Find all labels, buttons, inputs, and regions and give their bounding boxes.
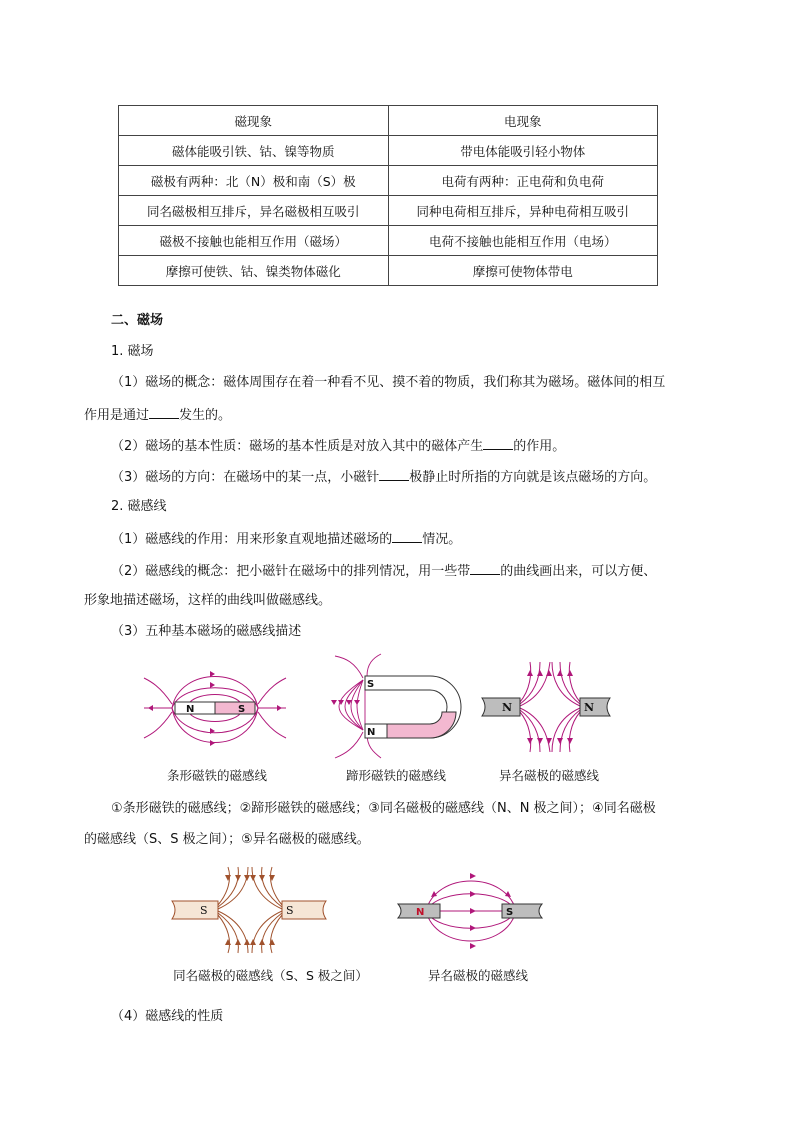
subheading: 2. 磁感线 [111, 499, 167, 514]
pole-label-s: S [367, 679, 375, 690]
opposite-poles-figure [396, 866, 546, 952]
table-row [119, 166, 658, 196]
pole-label-s: S [286, 904, 294, 917]
pole-label-s: S [238, 704, 246, 715]
pole-label-n: N [584, 701, 595, 714]
table-cell: 磁体能吸引铁、钴、镍等物质 [119, 136, 389, 166]
fill-blank [392, 529, 422, 543]
paragraph [84, 405, 231, 425]
text: 的曲线画出来，可以方便、 [500, 564, 657, 579]
table-cell: 磁极有两种：北（N）极和南（S）极 [119, 166, 389, 196]
fill-blank [483, 436, 513, 450]
bar-magnet-figure [140, 656, 290, 764]
paragraph [111, 467, 656, 487]
table-header: 磁现象 [119, 106, 389, 136]
table-header: 电现象 [388, 106, 658, 136]
comparison-table [118, 105, 658, 286]
figure-caption: 蹄形磁铁的磁感线 [345, 768, 446, 783]
pole-label-n: N [416, 907, 425, 918]
text: （2）磁感线的概念：把小磁针在磁场中的排列情况，用一些带 [111, 564, 471, 579]
figure-caption: 同名磁极的磁感线（S、S 极之间） [173, 968, 368, 983]
text: （1）磁感线的作用：用来形象直观地描述磁场的 [111, 532, 393, 547]
paragraph: 形象地描述磁场，这样的曲线叫做磁感线。 [84, 593, 332, 608]
fill-blank [470, 561, 500, 575]
text: （2）磁场的基本性质：磁场的基本性质是对放入其中的磁体产生 [111, 439, 484, 454]
figure-caption: 条形磁铁的磁感线 [166, 768, 267, 783]
pole-label-n: N [367, 727, 376, 738]
table-cell: 同种电荷相互排斥，异种电荷相互吸引 [388, 196, 658, 226]
paragraph: ①条形磁铁的磁感线；②蹄形磁铁的磁感线；③同名磁极的磁感线（N、N 极之间）；④同名磁极 [111, 801, 656, 816]
text: （3）磁场的方向：在磁场中的某一点，小磁针 [111, 470, 380, 485]
paragraph: （3）五种基本磁场的磁感线描述 [111, 624, 302, 639]
table-cell: 摩擦可使铁、钴、镍类物体磁化 [119, 256, 389, 286]
text: 作用是通过 [84, 408, 150, 423]
table-cell: 摩擦可使物体带电 [388, 256, 658, 286]
table-cell: 带电体能吸引轻小物体 [388, 136, 658, 166]
table-row [119, 226, 658, 256]
table-row [119, 136, 658, 166]
pole-label-s: S [506, 907, 514, 918]
paragraph [111, 436, 565, 456]
same-poles-nn-figure [480, 660, 612, 754]
table-cell: 电荷有两种：正电荷和负电荷 [388, 166, 658, 196]
table-cell: 同名磁极相互排斥，异名磁极相互吸引 [119, 196, 389, 226]
fill-blank [149, 405, 179, 419]
section-title: 二、磁场 [111, 313, 164, 328]
table-header-row [119, 106, 658, 136]
horseshoe-magnet-figure [325, 652, 460, 764]
pole-label-s: S [200, 904, 208, 917]
table-row [119, 196, 658, 226]
figure-caption: 异名磁极的磁感线 [427, 968, 528, 983]
pole-label-n: N [502, 701, 513, 714]
text: 情况。 [422, 532, 462, 547]
table-cell: 电荷不接触也能相互作用（电场） [388, 226, 658, 256]
table-row [119, 256, 658, 286]
text: 发生的。 [179, 408, 232, 423]
paragraph: （1）磁场的概念：磁体周围存在着一种看不见、摸不着的物质，我们称其为磁场。磁体间的相互 [111, 375, 666, 390]
paragraph: 的磁感线（S、S 极之间）；⑤异名磁极的磁感线。 [84, 832, 370, 847]
subheading: 1. 磁场 [111, 344, 154, 359]
pole-label-n: N [186, 704, 195, 715]
figure-caption: 异名磁极的磁感线 [498, 768, 599, 783]
paragraph [111, 561, 656, 581]
text: 极静止时所指的方向就是该点磁场的方向。 [409, 470, 657, 485]
same-poles-ss-figure [170, 865, 330, 955]
paragraph [111, 529, 461, 549]
paragraph: （4）磁感线的性质 [111, 1009, 224, 1024]
table-cell: 磁极不接触也能相互作用（磁场） [119, 226, 389, 256]
text: 的作用。 [513, 439, 566, 454]
fill-blank [379, 467, 409, 481]
